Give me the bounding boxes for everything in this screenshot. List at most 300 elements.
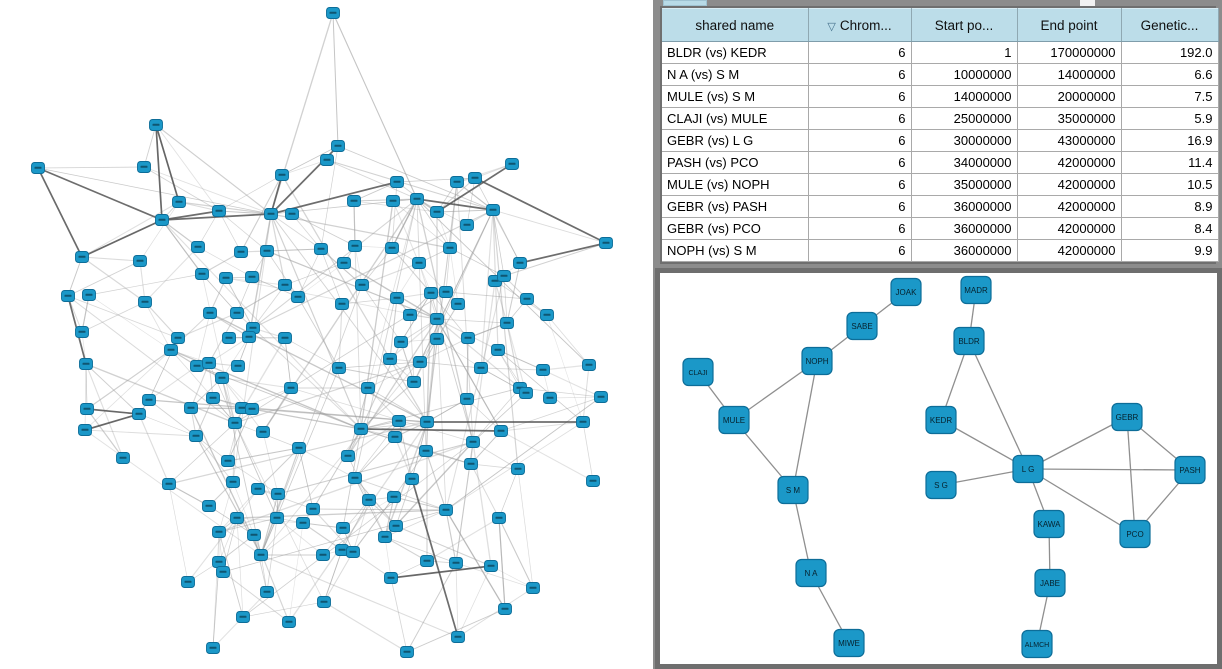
network-node[interactable]: [452, 299, 465, 310]
network-node[interactable]: [279, 280, 292, 291]
table-cell: 43000000: [1017, 130, 1121, 152]
network-node[interactable]: [138, 162, 151, 173]
network-node[interactable]: [501, 318, 514, 329]
table-cell: 192.0: [1121, 42, 1218, 64]
table-cell: 6: [808, 64, 911, 86]
table-cell: 30000000: [911, 130, 1017, 152]
network-node[interactable]: [414, 357, 427, 368]
column-header-chromosome[interactable]: [808, 9, 911, 42]
network-node[interactable]: [391, 177, 404, 188]
network-node-s-m[interactable]: [778, 477, 808, 504]
column-header-genetic[interactable]: [1121, 9, 1218, 42]
network-node[interactable]: [272, 489, 285, 500]
node-label: [443, 509, 450, 511]
network-node-kawa[interactable]: [1034, 511, 1064, 538]
network-node[interactable]: [207, 393, 220, 404]
table-cell: 8.4: [1121, 218, 1218, 240]
edge-table-row[interactable]: [662, 196, 1218, 218]
table-cell: GEBR (vs) PASH: [662, 196, 808, 218]
network-node[interactable]: [385, 573, 398, 584]
edge-table-row[interactable]: [662, 174, 1218, 196]
node-label: [478, 367, 485, 369]
network-node[interactable]: [467, 437, 480, 448]
network-node-gebr[interactable]: [1112, 404, 1142, 431]
network-node[interactable]: [173, 197, 186, 208]
node-label: [411, 381, 418, 383]
network-node[interactable]: [315, 244, 328, 255]
network-node[interactable]: [297, 518, 310, 529]
network-node[interactable]: [421, 556, 434, 567]
network-node[interactable]: [261, 246, 274, 257]
network-node[interactable]: [388, 492, 401, 503]
node-label: [234, 312, 241, 314]
network-edge: [583, 365, 589, 422]
node-label: [335, 145, 342, 147]
network-node-almch[interactable]: [1022, 631, 1052, 658]
network-node[interactable]: [261, 587, 274, 598]
network-node[interactable]: [452, 632, 465, 643]
table-cell: 42000000: [1017, 196, 1121, 218]
network-node[interactable]: [406, 474, 419, 485]
network-node-miwe[interactable]: [834, 630, 864, 657]
network-node[interactable]: [257, 427, 270, 438]
table-cell: 6.6: [1121, 64, 1218, 86]
network-node[interactable]: [386, 243, 399, 254]
network-node[interactable]: [499, 604, 512, 615]
column-label: End point: [1040, 17, 1098, 33]
network-node[interactable]: [451, 177, 464, 188]
node-label: [249, 276, 256, 278]
network-node[interactable]: [265, 209, 278, 220]
network-node[interactable]: [327, 8, 340, 19]
network-node[interactable]: [80, 359, 93, 370]
node-label: [416, 262, 423, 264]
node-label: [417, 361, 424, 363]
network-edge: [437, 339, 481, 368]
network-node[interactable]: [32, 163, 45, 174]
table-cell: 20000000: [1017, 86, 1121, 108]
table-cell: 42000000: [1017, 218, 1121, 240]
network-node[interactable]: [395, 337, 408, 348]
network-edge: [333, 13, 417, 199]
node-label: [216, 531, 223, 533]
network-edge: [344, 263, 437, 319]
edge-table-row[interactable]: [662, 86, 1218, 108]
network-node[interactable]: [207, 643, 220, 654]
network-node[interactable]: [220, 273, 233, 284]
network-node[interactable]: [408, 377, 421, 388]
network-node[interactable]: [387, 196, 400, 207]
network-node-pco[interactable]: [1120, 521, 1150, 548]
network-edge: [547, 315, 589, 365]
network-node[interactable]: [332, 141, 345, 152]
edge-table-row[interactable]: [662, 152, 1218, 174]
table-cell: 42000000: [1017, 240, 1121, 262]
network-node[interactable]: [444, 243, 457, 254]
column-label: Start po...: [934, 17, 994, 33]
table-cell: 10000000: [911, 64, 1017, 86]
network-node[interactable]: [213, 557, 226, 568]
node-label: [398, 341, 405, 343]
network-node-joak[interactable]: [891, 279, 921, 306]
network-node[interactable]: [182, 577, 195, 588]
network-node[interactable]: [461, 394, 474, 405]
network-node[interactable]: [420, 446, 433, 457]
node-label: [404, 651, 411, 653]
network-node[interactable]: [213, 527, 226, 538]
node-label: BLDR: [958, 337, 980, 346]
node-label: [264, 591, 271, 593]
network-node[interactable]: [246, 404, 259, 415]
network-node[interactable]: [389, 432, 402, 443]
network-edge-strong: [520, 243, 606, 263]
network-node[interactable]: [286, 209, 299, 220]
node-label: [339, 303, 346, 305]
node-label: [246, 336, 253, 338]
detail-network-canvas[interactable]: [655, 268, 1222, 669]
edge-table-row[interactable]: [662, 130, 1218, 152]
table-cell: PASH (vs) PCO: [662, 152, 808, 174]
network-node[interactable]: [421, 417, 434, 428]
network-node[interactable]: [276, 170, 289, 181]
network-node[interactable]: [520, 388, 533, 399]
node-label: [239, 407, 246, 409]
network-edge: [86, 364, 87, 409]
network-node[interactable]: [349, 473, 362, 484]
network-node[interactable]: [401, 647, 414, 658]
network-node[interactable]: [600, 238, 613, 249]
network-node[interactable]: [248, 530, 261, 541]
edge-table-row[interactable]: [662, 240, 1218, 262]
network-node[interactable]: [237, 612, 250, 623]
network-node[interactable]: [333, 363, 346, 374]
network-node[interactable]: [321, 155, 334, 166]
network-node[interactable]: [213, 206, 226, 217]
network-node[interactable]: [156, 215, 169, 226]
network-node-sabe[interactable]: [847, 313, 877, 340]
network-node[interactable]: [337, 523, 350, 534]
node-label: [176, 201, 183, 203]
node-label: [210, 397, 217, 399]
network-node[interactable]: [355, 424, 368, 435]
network-node[interactable]: [493, 513, 506, 524]
node-label: [590, 480, 597, 482]
network-edge: [550, 397, 601, 398]
network-edge: [446, 276, 504, 510]
node-label: [455, 636, 462, 638]
node-label: [547, 397, 554, 399]
network-node[interactable]: [134, 256, 147, 267]
network-node[interactable]: [150, 120, 163, 131]
network-node[interactable]: [431, 314, 444, 325]
edge-table-panel: [660, 6, 1216, 264]
network-node[interactable]: [172, 333, 185, 344]
network-node[interactable]: [271, 513, 284, 524]
node-label: [86, 294, 93, 296]
network-node[interactable]: [498, 271, 511, 282]
network-node[interactable]: [348, 196, 361, 207]
node-label: [540, 369, 547, 371]
network-node[interactable]: [231, 513, 244, 524]
node-label: [321, 601, 328, 603]
network-node[interactable]: [203, 501, 216, 512]
table-cell: BLDR (vs) KEDR: [662, 42, 808, 64]
network-node[interactable]: [307, 504, 320, 515]
node-label: [153, 124, 160, 126]
network-node[interactable]: [192, 242, 205, 253]
network-node[interactable]: [393, 416, 406, 427]
network-node[interactable]: [413, 258, 426, 269]
node-label: [223, 277, 230, 279]
edge-table-row[interactable]: [662, 108, 1218, 130]
network-node-bldr[interactable]: [954, 328, 984, 355]
network-node-s-g[interactable]: [926, 472, 956, 499]
table-cell: 36000000: [911, 218, 1017, 240]
node-label: [207, 312, 214, 314]
network-node[interactable]: [527, 583, 540, 594]
network-node[interactable]: [487, 205, 500, 216]
network-node[interactable]: [583, 360, 596, 371]
network-node[interactable]: [232, 361, 245, 372]
network-node[interactable]: [485, 561, 498, 572]
network-node-pash[interactable]: [1175, 457, 1205, 484]
node-label: [120, 457, 127, 459]
node-label: [250, 327, 257, 329]
network-edge: [82, 202, 179, 257]
node-label: [206, 362, 213, 364]
node-label: [230, 481, 237, 483]
network-node[interactable]: [292, 292, 305, 303]
network-node[interactable]: [293, 443, 306, 454]
network-node[interactable]: [349, 241, 362, 252]
network-node[interactable]: [76, 252, 89, 263]
network-node[interactable]: [62, 291, 75, 302]
network-node[interactable]: [227, 477, 240, 488]
node-label: [255, 488, 262, 490]
network-node[interactable]: [469, 173, 482, 184]
node-label: [35, 167, 42, 169]
network-node[interactable]: [338, 258, 351, 269]
network-node[interactable]: [252, 484, 265, 495]
table-cell: 10.5: [1121, 174, 1218, 196]
node-label: [580, 421, 587, 423]
node-label: GEBR: [1115, 413, 1139, 422]
network-node[interactable]: [117, 453, 130, 464]
network-node[interactable]: [246, 272, 259, 283]
network-node[interactable]: [514, 258, 527, 269]
network-node[interactable]: [521, 294, 534, 305]
network-node[interactable]: [185, 403, 198, 414]
node-label: [288, 387, 295, 389]
network-node[interactable]: [440, 287, 453, 298]
network-node[interactable]: [512, 464, 525, 475]
table-cell: 14000000: [1017, 64, 1121, 86]
network-node[interactable]: [217, 567, 230, 578]
table-cell: 6: [808, 174, 911, 196]
network-node[interactable]: [506, 159, 519, 170]
network-node-mule[interactable]: [719, 407, 749, 434]
network-node[interactable]: [544, 393, 557, 404]
node-label: [392, 436, 399, 438]
network-node[interactable]: [411, 194, 424, 205]
network-node[interactable]: [431, 207, 444, 218]
network-node[interactable]: [356, 280, 369, 291]
network-node-claji[interactable]: [683, 359, 713, 386]
node-label: [515, 468, 522, 470]
node-label: [358, 428, 365, 430]
column-header-shared-name[interactable]: [662, 9, 808, 42]
node-label: [447, 247, 454, 249]
network-node[interactable]: [342, 451, 355, 462]
network-node[interactable]: [462, 333, 475, 344]
network-node[interactable]: [223, 333, 236, 344]
node-label: [423, 450, 430, 452]
network-node[interactable]: [537, 365, 550, 376]
edge-table-row[interactable]: [662, 42, 1218, 64]
network-node[interactable]: [190, 431, 203, 442]
network-node[interactable]: [363, 495, 376, 506]
node-label: [282, 284, 289, 286]
node-label: [188, 407, 195, 409]
network-node[interactable]: [222, 456, 235, 467]
network-node-jabe[interactable]: [1035, 570, 1065, 597]
node-label: [216, 210, 223, 212]
network-edge: [385, 537, 391, 578]
network-node-n-a[interactable]: [796, 560, 826, 587]
network-node[interactable]: [83, 290, 96, 301]
network-node[interactable]: [196, 269, 209, 280]
node-label: [193, 435, 200, 437]
node-label: [320, 554, 327, 556]
node-label: JOAK: [895, 288, 917, 297]
network-node[interactable]: [347, 547, 360, 558]
network-node[interactable]: [431, 334, 444, 345]
node-label: N A: [804, 569, 818, 578]
node-label: [310, 508, 317, 510]
node-label: [504, 322, 511, 324]
network-node[interactable]: [495, 426, 508, 437]
node-label: [341, 262, 348, 264]
network-edge: [243, 442, 473, 617]
column-header-end-point[interactable]: [1017, 9, 1121, 42]
network-edge: [261, 494, 278, 555]
node-label: MULE: [722, 416, 746, 425]
network-node[interactable]: [216, 373, 229, 384]
node-label: [166, 483, 173, 485]
node-label: [434, 211, 441, 213]
network-node[interactable]: [404, 310, 417, 321]
node-label: [490, 209, 497, 211]
node-label: [409, 478, 416, 480]
node-label: [434, 338, 441, 340]
node-label: [390, 200, 397, 202]
network-node[interactable]: [235, 247, 248, 258]
node-label: [232, 422, 239, 424]
node-label: JABE: [1039, 579, 1061, 588]
node-label: [279, 174, 286, 176]
network-node[interactable]: [283, 617, 296, 628]
network-node[interactable]: [425, 288, 438, 299]
network-node-noph[interactable]: [802, 348, 832, 375]
node-label: [210, 647, 217, 649]
network-node[interactable]: [143, 395, 156, 406]
node-label: [84, 408, 91, 410]
network-node[interactable]: [440, 505, 453, 516]
network-node[interactable]: [384, 354, 397, 365]
node-label: [465, 337, 472, 339]
network-node[interactable]: [465, 459, 478, 470]
network-node-kedr[interactable]: [926, 407, 956, 434]
edge-table-row[interactable]: [662, 64, 1218, 86]
network-node[interactable]: [362, 383, 375, 394]
network-node[interactable]: [204, 308, 217, 319]
table-cell: 1: [911, 42, 1017, 64]
network-node[interactable]: [285, 383, 298, 394]
network-node-madr[interactable]: [961, 277, 991, 304]
network-node[interactable]: [76, 327, 89, 338]
node-label: [275, 493, 282, 495]
node-label: [382, 536, 389, 538]
network-node[interactable]: [139, 297, 152, 308]
node-label: [387, 358, 394, 360]
edge-table-row[interactable]: [662, 218, 1218, 240]
network-node-l-g[interactable]: [1013, 456, 1043, 483]
table-cell: 170000000: [1017, 42, 1121, 64]
network-edge: [499, 518, 533, 588]
network-node[interactable]: [279, 333, 292, 344]
table-cell: 8.9: [1121, 196, 1218, 218]
node-label: [185, 581, 192, 583]
network-node[interactable]: [255, 550, 268, 561]
network-node[interactable]: [475, 363, 488, 374]
network-node[interactable]: [577, 417, 590, 428]
network-node[interactable]: [390, 521, 403, 532]
network-node[interactable]: [81, 404, 94, 415]
node-label: [340, 527, 347, 529]
column-header-start-point[interactable]: [911, 9, 1017, 42]
table-cell: 34000000: [911, 152, 1017, 174]
network-node[interactable]: [203, 358, 216, 369]
network-node[interactable]: [163, 479, 176, 490]
network-edge: [267, 249, 321, 251]
network-node[interactable]: [231, 308, 244, 319]
network-node[interactable]: [541, 310, 554, 321]
network-node[interactable]: [595, 392, 608, 403]
network-node[interactable]: [317, 550, 330, 561]
network-node[interactable]: [229, 418, 242, 429]
node-label: [424, 560, 431, 562]
network-node[interactable]: [336, 299, 349, 310]
network-node[interactable]: [379, 532, 392, 543]
network-node[interactable]: [318, 597, 331, 608]
table-cell: 42000000: [1017, 152, 1121, 174]
network-node[interactable]: [191, 361, 204, 372]
network-node[interactable]: [492, 345, 505, 356]
filter-icon[interactable]: ▽: [827, 20, 836, 33]
network-node[interactable]: [587, 476, 600, 487]
network-node[interactable]: [165, 345, 178, 356]
network-node[interactable]: [450, 558, 463, 569]
table-cell: N A (vs) S M: [662, 64, 808, 86]
network-node[interactable]: [391, 293, 404, 304]
node-label: [414, 198, 421, 200]
network-node[interactable]: [461, 220, 474, 231]
network-node[interactable]: [243, 332, 256, 343]
node-label: [206, 505, 213, 507]
network-node[interactable]: [79, 425, 92, 436]
node-label: [443, 291, 450, 293]
network-node[interactable]: [133, 409, 146, 420]
